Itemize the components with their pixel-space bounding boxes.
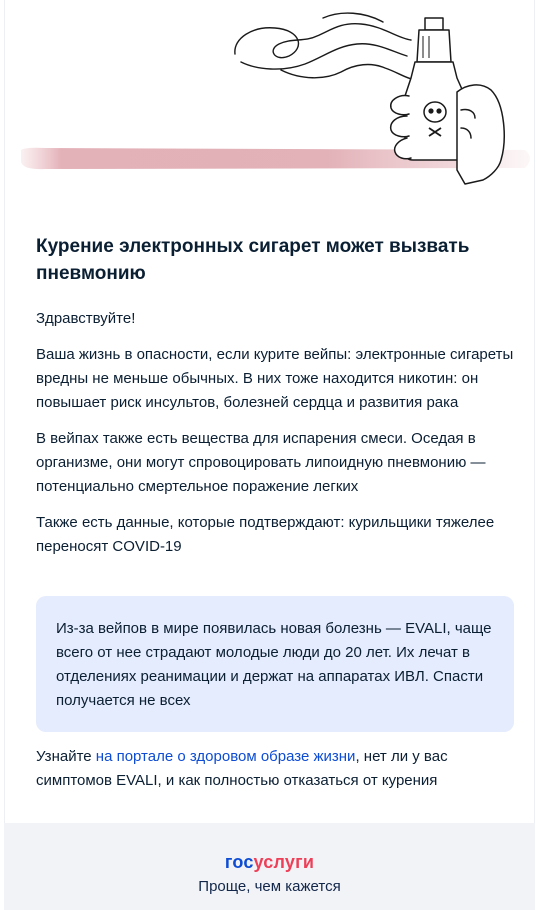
paragraph-substances: В вейпах также есть вещества для испарения смеси. Оседая в организме, они могут спровоцировать липоидную пневмонию — потенциально смертельное поражение легких [36,430,486,495]
healthy-lifestyle-portal-link[interactable]: на портале о здоровом образе жизни [95,748,356,765]
footer [4,823,535,910]
article-body [36,233,516,571]
gosuslugi-logo[interactable] [4,852,535,873]
paragraph-danger: Ваша жизнь в опасности, если курите вейпы: электронные сигареты вредны не меньше обычных. В них тоже находится никотин: он повышает риск инсультов, болезней сердца и развития рака [36,346,514,411]
logo-part-gos: гос [224,852,254,872]
greeting: Здравствуйте! [36,310,136,327]
final-text-before: Узнайте [36,748,96,765]
footer-tagline: Проще, чем кажется [198,878,341,895]
final-text-after: , нет ли у вас симптомов EVALI, и как полностью отказаться от курения [36,748,448,789]
callout-text: Из-за вейпов в мире появилась новая болезнь — EVALI, чаще всего от нее страдают молодые люди до 20 лет. Их лечат в отделениях реанимации и держат на аппаратах ИВЛ. Спасти получается не всех [56,620,492,709]
final-paragraph [36,745,506,793]
vape-hand-illustration [5,0,536,190]
article-title: Курение электронных сигарет может вызвать пневмонию [36,236,470,284]
hero-illustration [5,0,536,190]
evali-callout [36,596,514,732]
logo-part-uslugi: услуги [253,852,315,872]
paragraph-covid: Также есть данные, которые подтверждают: курильщики тяжелее переносят COVID-19 [36,514,495,555]
email-card [4,0,535,823]
